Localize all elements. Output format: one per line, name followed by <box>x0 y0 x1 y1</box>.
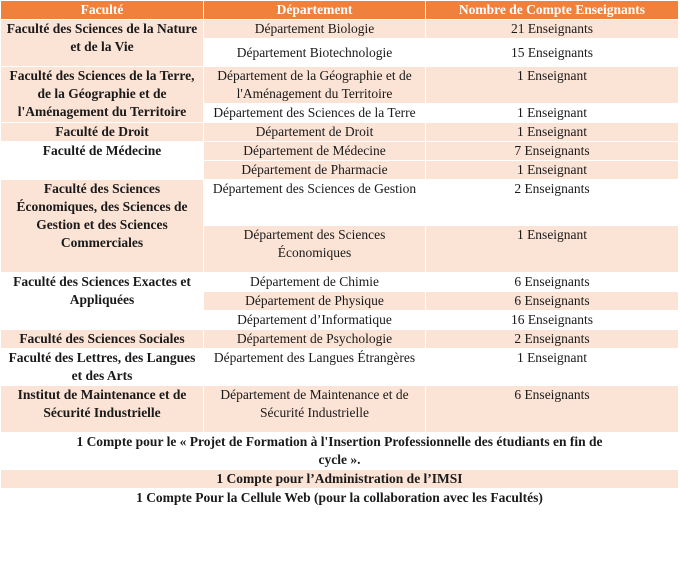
count-cell: 21 Enseignants <box>426 20 679 39</box>
faculty-cell: Faculté des Sciences Exactes et Appliquées <box>1 273 204 330</box>
table-row <box>1 20 679 39</box>
table-row <box>1 349 679 386</box>
count-cell: 15 Enseignants <box>426 39 679 67</box>
count-cell: 6 Enseignants <box>426 292 679 311</box>
faculty-cell: Faculté des Sciences de la Terre, de la Géographie et de l'Aménagement du Territoire <box>1 67 204 123</box>
footer-row <box>1 470 679 489</box>
footer-note: 1 Compte pour le « Projet de Formation à l'Insertion Professionnelle des étudiants en fin de cycle ». <box>1 433 679 470</box>
department-cell: Département de Physique <box>204 292 426 311</box>
department-cell: Département Biotechnologie <box>204 39 426 67</box>
count-cell: 1 Enseignant <box>426 161 679 180</box>
table-row <box>1 67 679 104</box>
count-cell: 1 Enseignant <box>426 123 679 142</box>
department-cell: Département d’Informatique <box>204 311 426 330</box>
faculty-cell: Faculté des Sciences Sociales <box>1 330 204 349</box>
footer-row <box>1 433 679 470</box>
table-row <box>1 386 679 433</box>
department-cell: Département de Chimie <box>204 273 426 292</box>
count-cell: 1 Enseignant <box>426 226 679 273</box>
count-cell: 6 Enseignants <box>426 273 679 292</box>
department-cell: Département des Sciences de la Terre <box>204 104 426 123</box>
table-row <box>1 330 679 349</box>
table-row <box>1 142 679 161</box>
count-cell: 16 Enseignants <box>426 311 679 330</box>
count-cell: 7 Enseignants <box>426 142 679 161</box>
faculty-cell: Faculté des Sciences de la Nature et de la Vie <box>1 20 204 67</box>
table-row <box>1 123 679 142</box>
header-departement: Département <box>204 1 426 20</box>
count-cell: 1 Enseignant <box>426 349 679 386</box>
department-cell: Département de Maintenance et de Sécurité Industrielle <box>204 386 426 433</box>
department-cell: Département de Pharmacie <box>204 161 426 180</box>
department-cell: Département Biologie <box>204 20 426 39</box>
faculty-cell: Faculté de Droit <box>1 123 204 142</box>
department-cell: Département des Sciences de Gestion <box>204 180 426 226</box>
header-faculte: Faculté <box>1 1 204 20</box>
department-cell: Département des Sciences Économiques <box>204 226 426 273</box>
table-row <box>1 273 679 292</box>
count-cell: 1 Enseignant <box>426 104 679 123</box>
department-cell: Département de la Géographie et de l'Aménagement du Territoire <box>204 67 426 104</box>
table-row <box>1 180 679 226</box>
footer-note: 1 Compte Pour la Cellule Web (pour la collaboration avec les Facultés) <box>1 489 679 508</box>
footer-row <box>1 489 679 508</box>
count-cell: 2 Enseignants <box>426 330 679 349</box>
count-cell: 2 Enseignants <box>426 180 679 226</box>
count-cell: 1 Enseignant <box>426 67 679 104</box>
header-nombre: Nombre de Compte Enseignants <box>426 1 679 20</box>
faculty-cell: Faculté des Sciences Économiques, des Sciences de Gestion et des Sciences Commerciales <box>1 180 204 273</box>
department-cell: Département des Langues Étrangères <box>204 349 426 386</box>
department-cell: Département de Droit <box>204 123 426 142</box>
footer-note: 1 Compte pour l’Administration de l’IMSI <box>1 470 679 489</box>
faculty-cell: Faculté de Médecine <box>1 142 204 180</box>
department-cell: Département de Psychologie <box>204 330 426 349</box>
faculty-cell: Faculté des Lettres, des Langues et des Arts <box>1 349 204 386</box>
header-row <box>1 1 679 20</box>
count-cell: 6 Enseignants <box>426 386 679 433</box>
department-cell: Département de Médecine <box>204 142 426 161</box>
faculty-cell: Institut de Maintenance et de Sécurité Industrielle <box>1 386 204 433</box>
